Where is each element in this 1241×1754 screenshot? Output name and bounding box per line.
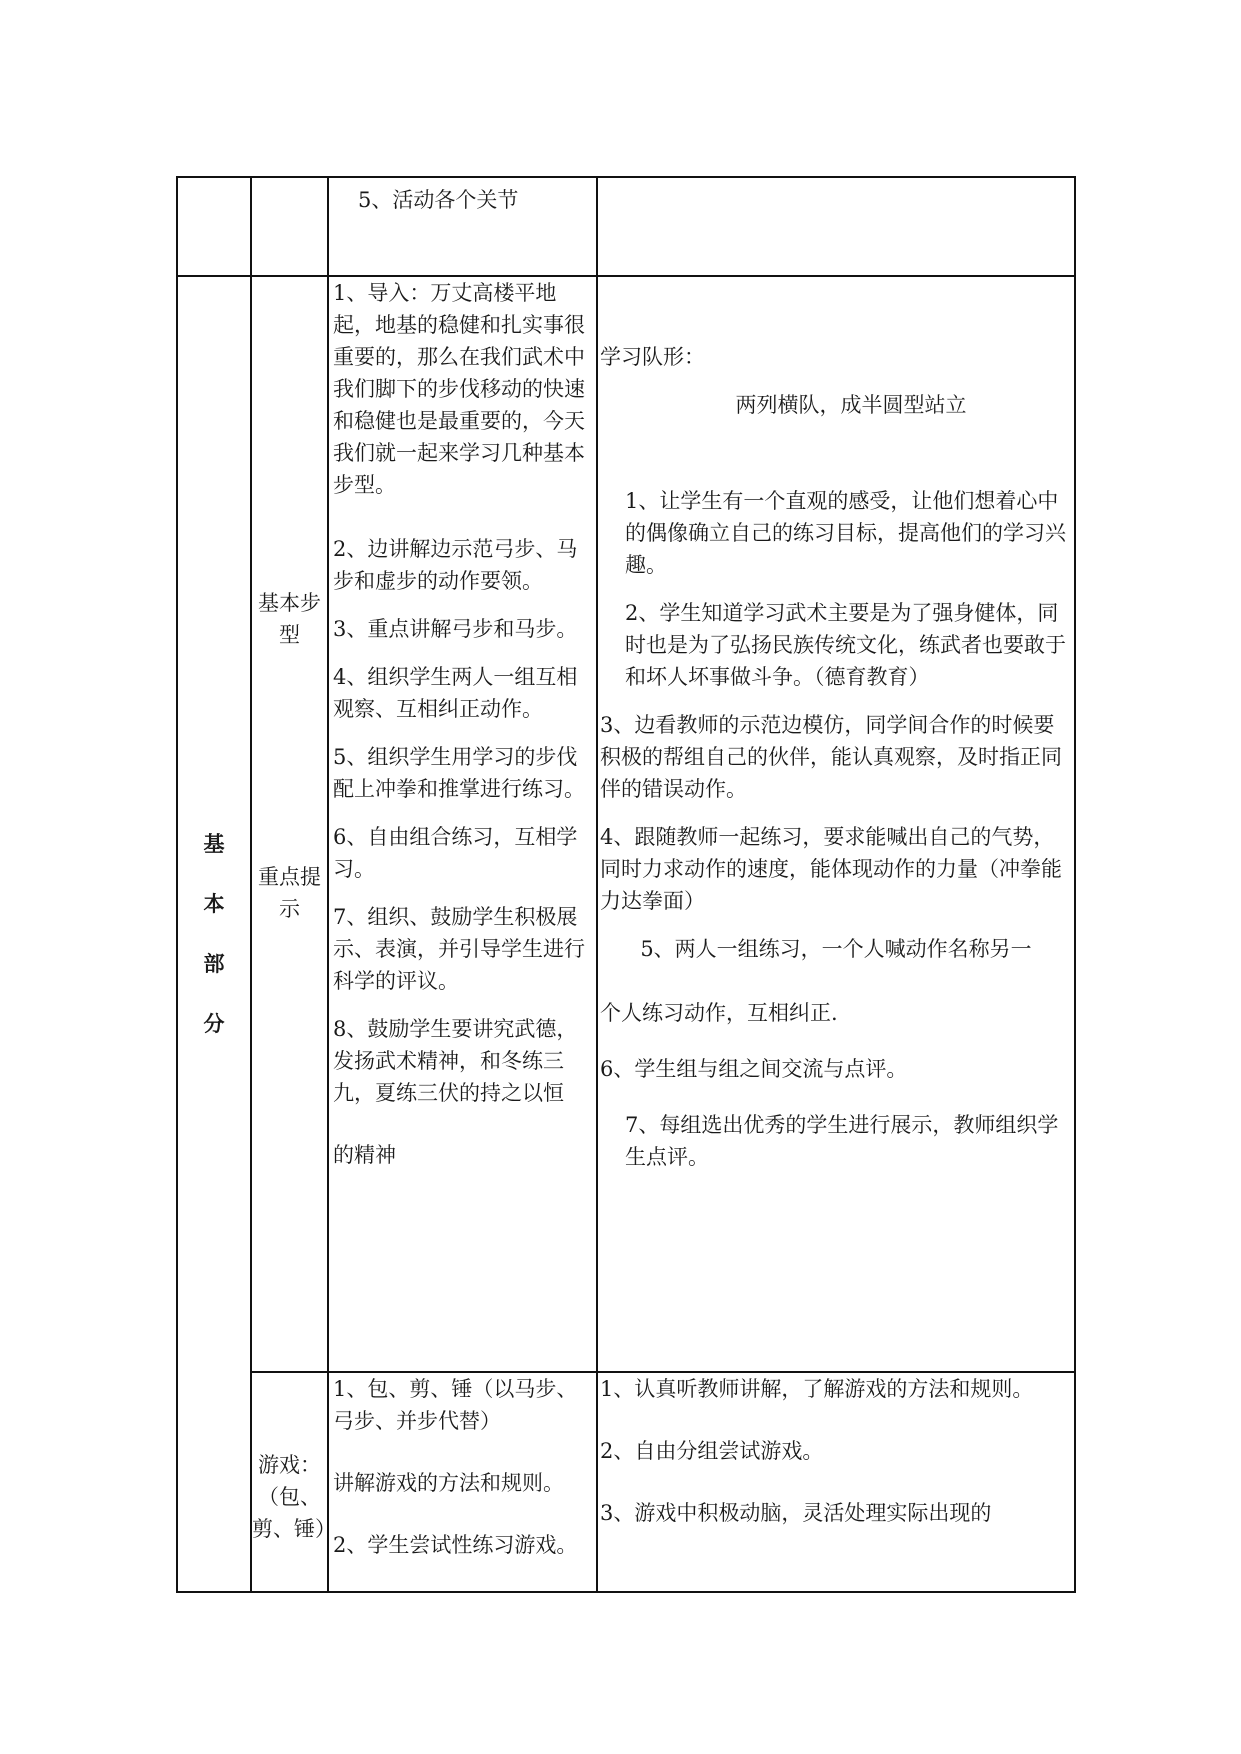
formation-description: 两列横队，成半圆型站立 — [735, 393, 967, 417]
student-step: 4、跟随教师一起练习，要求能喊出自己的气势，同时力求动作的速度，能体现动作的力量（冲拳能力达拳面） — [600, 825, 1062, 913]
formation-label: 学习队形： — [600, 345, 705, 369]
student-step: 2、学生知道学习武术主要是为了强身健体，同时也是为了弘扬民族传统文化，练武者也要敢于和坏人坏事做斗争。（德育教育） — [625, 601, 1066, 689]
subsection-label-key-points: 重点提示 — [258, 865, 321, 921]
teacher-step: 3、重点讲解弓步和马步。 — [333, 617, 578, 641]
teacher-step: 1、包、剪、锤（以马步、弓步、并步代替） — [333, 1377, 578, 1433]
student-step: 个人练习动作，互相纠正. — [600, 1001, 838, 1025]
section-title-char: 部 — [203, 951, 225, 976]
teacher-step: 8、鼓励学生要讲究武德，发扬武术精神，和冬练三九，夏练三伏的持之以恒 — [333, 1017, 578, 1105]
student-step: 5、两人一组练习，一个人喊动作名称另一 — [640, 937, 1032, 961]
section-title-basic — [177, 276, 251, 1592]
teacher-step: 讲解游戏的方法和规则。 — [333, 1471, 564, 1495]
student-cell — [597, 1372, 1075, 1592]
teacher-cell — [328, 276, 597, 1372]
subsection-cell — [251, 276, 328, 1372]
teacher-step: 5、组织学生用学习的步伐配上冲拳和推掌进行练习。 — [333, 745, 585, 801]
teacher-step: 4、组织学生两人一组互相观察、互相纠正动作。 — [333, 665, 578, 721]
teacher-cell — [328, 1372, 597, 1592]
student-step: 1、让学生有一个直观的感受，让他们想着心中的偶像确立自己的练习目标，提高他们的学习兴趣。 — [625, 489, 1066, 577]
teacher-step: 6、自由组合练习，互相学习。 — [333, 825, 578, 881]
teacher-step: 7、组织、鼓励学生积极展示、表演，并引导学生进行科学的评议。 — [333, 905, 585, 993]
student-step: 7、每组选出优秀的学生进行展示，教师组织学生点评。 — [625, 1113, 1059, 1169]
table-row — [177, 177, 1075, 276]
table-row — [177, 276, 1075, 1372]
section-title-char: 基 — [203, 831, 225, 856]
section-cell-empty — [177, 177, 251, 276]
student-step: 6、学生组与组之间交流与点评。 — [600, 1057, 908, 1081]
lesson-plan-table — [176, 176, 1076, 1593]
student-step: 1、认真听教师讲解，了解游戏的方法和规则。 — [600, 1377, 1034, 1401]
warmup-step: 5、活动各个关节 — [358, 188, 519, 212]
table-row — [177, 1372, 1075, 1592]
student-cell-empty — [597, 177, 1075, 276]
subsection-cell-empty — [251, 177, 328, 276]
student-cell — [597, 276, 1075, 1372]
student-step: 3、边看教师的示范边模仿，同学间合作的时候要积极的帮组自己的伙伴，能认真观察，及时指正同伴的错误动作。 — [600, 713, 1062, 801]
section-title-char: 分 — [203, 1011, 225, 1036]
section-title-char: 本 — [203, 891, 225, 916]
teacher-step: 2、边讲解边示范弓步、马步和虚步的动作要领。 — [333, 537, 578, 593]
student-step: 2、自由分组尝试游戏。 — [600, 1439, 824, 1463]
teacher-step: 1、导入：万丈高楼平地起，地基的稳健和扎实事很重要的，那么在我们武术中我们脚下的步伐移动的快速和稳健也是最重要的，今天我们就一起来学习几种基本步型。 — [333, 281, 585, 497]
teacher-step: 2、学生尝试性练习游戏。 — [333, 1533, 578, 1557]
subsection-cell — [251, 1372, 336, 1592]
subsection-label-game: 游戏：（包、剪、锤） — [252, 1453, 336, 1541]
student-step: 3、游戏中积极动脑，灵活处理实际出现的 — [600, 1501, 992, 1525]
subsection-label-basic-stances: 基本步型 — [258, 591, 321, 647]
teacher-cell — [328, 177, 597, 276]
teacher-step: 的精神 — [333, 1143, 396, 1167]
